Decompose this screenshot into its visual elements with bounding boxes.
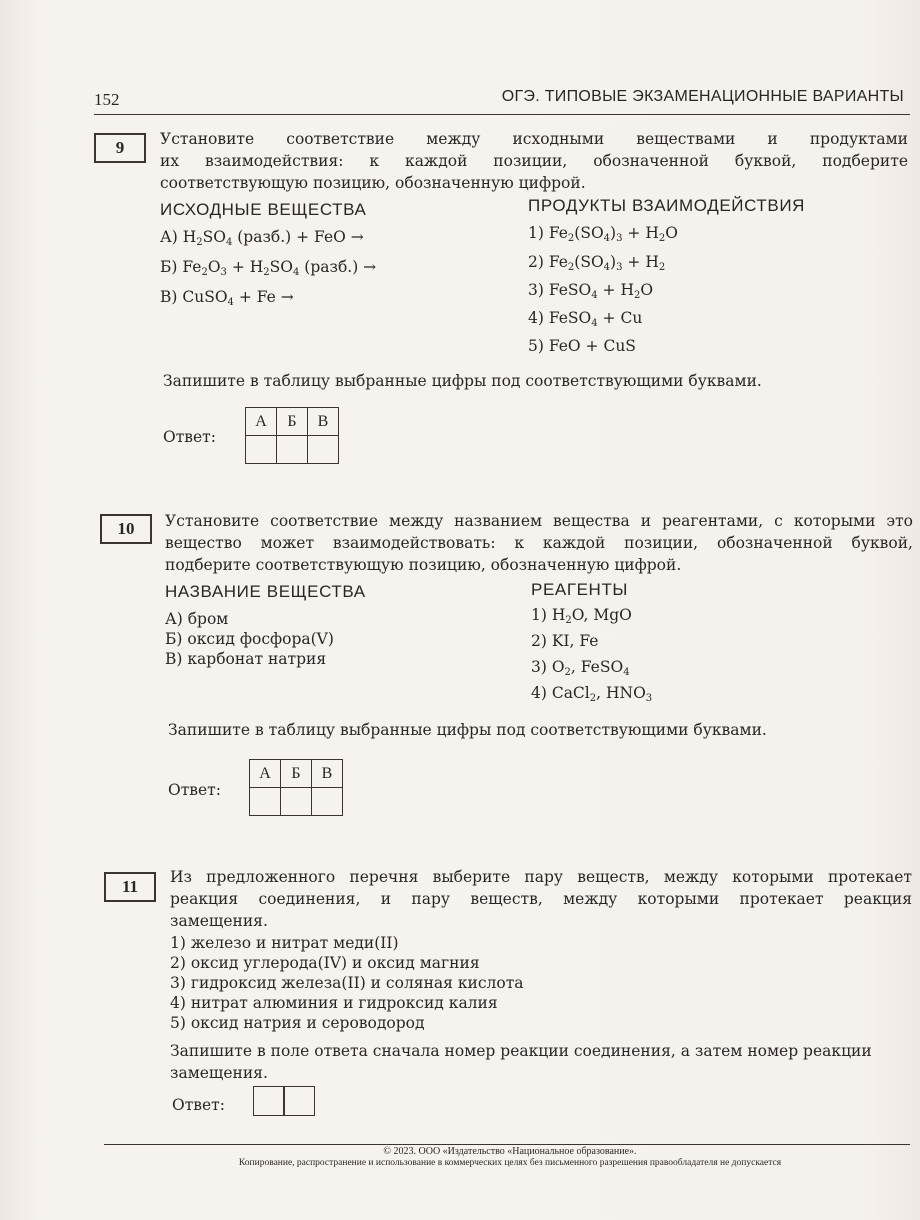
task-10-number: 10 [100, 514, 152, 544]
task-9-instruction: Запишите в таблицу выбранные цифры под соответствующими буквами. [163, 372, 762, 390]
task-10-reagent-1: 1) $H_2O$, MgO [531, 606, 632, 626]
task-10-left-title: НАЗВАНИЕ ВЕЩЕСТВА [165, 582, 366, 601]
task-10-answer-table [249, 759, 343, 816]
task-9-option-b: Б) $Fe_2O_3 + H_2SO_4$ (разб.) → [160, 258, 377, 278]
task-10-line-3: подберите соответствующую позицию, обозначенную цифрой. [165, 556, 682, 574]
task-10-answer-cell-a[interactable] [250, 788, 281, 816]
task-11-answer-label: Ответ: [172, 1096, 225, 1114]
task-11-item-3: 3) гидроксид железа(II) и соляная кислота [170, 974, 524, 992]
task-9-right-title: ПРОДУКТЫ ВЗАИМОДЕЙСТВИЯ [528, 196, 806, 215]
task-11-line-3: замещения. [170, 912, 268, 930]
task-9-answer-label: Ответ: [163, 428, 216, 446]
task-10-header-a: А [250, 760, 281, 788]
task-9-answer-table [245, 407, 339, 464]
running-head: ОГЭ. ТИПОВЫЕ ЭКЗАМЕНАЦИОННЫЕ ВАРИАНТЫ [501, 88, 904, 105]
task-10-reagent-3: 3) $O_2$, FeSO$_4$ [531, 658, 630, 678]
task-11-item-5: 5) оксид натрия и сероводород [170, 1014, 425, 1032]
task-11-line-1: Из предложенного перечня выберите пару веществ, между которыми протекает [170, 868, 912, 886]
task-9-answer-cell-b[interactable] [277, 436, 308, 464]
footer-notice: Копирование, распространение и использование в коммерческих целях без письменного разрешения правообладателя не допускается [238, 1158, 782, 1168]
task-10-line-2: вещество может взаимодействовать: к каждой позиции, обозначенной буквой, [165, 534, 913, 552]
task-11-instruction [170, 1040, 912, 1084]
task-10-option-b: Б) оксид фосфора(V) [165, 630, 334, 648]
task-9-number: 9 [94, 133, 146, 163]
task-10-reagent-4: 4) CaCl$_2$, $HNO_3$ [531, 684, 653, 704]
task-9-product-4: 4) FeSO$_4$ + Cu [528, 309, 643, 329]
task-10-line-1: Установите соответствие между названием вещества и реагентами, с которыми это [165, 512, 913, 530]
task-10-option-a: А) бром [165, 610, 229, 628]
task-11-line-2: реакция соединения, и пару веществ, между которыми протекает реакция [170, 890, 912, 908]
task-9-header-a: А [246, 408, 277, 436]
task-11-item-2: 2) оксид углерода(IV) и оксид магния [170, 954, 480, 972]
task-11-instruction-line-2: замещения. [170, 1064, 268, 1082]
task-10-reagent-2: 2) KI, Fe [531, 632, 599, 650]
task-9-option-c: В) CuSO$_4$ + Fe → [160, 288, 294, 308]
page-header [94, 86, 910, 115]
task-10-right-title: РЕАГЕНТЫ [531, 580, 629, 599]
task-9-line-1: Установите соответствие между исходными веществами и продуктами [160, 130, 908, 148]
task-10-answer-label: Ответ: [168, 781, 221, 799]
task-10-answer-cell-b[interactable] [281, 788, 312, 816]
task-11-answer-cell-2[interactable] [283, 1086, 315, 1116]
task-9-answer-cell-a[interactable] [246, 436, 277, 464]
task-10-header-c: В [312, 760, 343, 788]
task-9-answer-cell-c[interactable] [308, 436, 339, 464]
task-9-header-c: В [308, 408, 339, 436]
task-10-instruction: Запишите в таблицу выбранные цифры под соответствующими буквами. [168, 721, 767, 739]
task-11-answer-field [254, 1086, 315, 1116]
task-9-option-a: А) $H_2SO_4$ (разб.) + FeO → [160, 228, 364, 248]
task-10-header-b: Б [281, 760, 312, 788]
footer-divider [104, 1144, 910, 1145]
task-11-item-1: 1) железо и нитрат меди(II) [170, 934, 399, 952]
task-10-text [165, 510, 913, 576]
task-10-option-c: В) карбонат натрия [165, 650, 327, 668]
task-9-product-2: 2) $Fe_2(SO_4)_3 + H_2$ [528, 253, 666, 273]
task-10-answer-cell-c[interactable] [312, 788, 343, 816]
task-9-header-b: Б [277, 408, 308, 436]
task-9-product-3: 3) FeSO$_4$ + $H_2O$ [528, 281, 654, 301]
page-number: 152 [94, 90, 120, 109]
task-9-line-3: соответствующую позицию, обозначенную цифрой. [160, 174, 586, 192]
task-9-text [160, 128, 908, 194]
task-11-answer-cell-1[interactable] [253, 1086, 285, 1116]
task-9-product-1: 1) $Fe_2(SO_4)_3 + H_2O$ [528, 224, 678, 244]
task-9-line-2: их взаимодействия: к каждой позиции, обозначенной буквой, подберите [160, 152, 908, 170]
task-9-product-5: 5) FeO + CuS [528, 337, 636, 355]
task-11-number: 11 [104, 872, 156, 902]
footer-copyright: © 2023. ООО «Издательство «Национальное образование». [383, 1146, 637, 1157]
task-11-instruction-line-1: Запишите в поле ответа сначала номер реакции соединения, а затем номер реакции [170, 1042, 872, 1060]
task-11-text [170, 866, 912, 932]
task-9-left-title: ИСХОДНЫЕ ВЕЩЕСТВА [160, 200, 367, 219]
task-11-item-4: 4) нитрат алюминия и гидроксид калия [170, 994, 498, 1012]
